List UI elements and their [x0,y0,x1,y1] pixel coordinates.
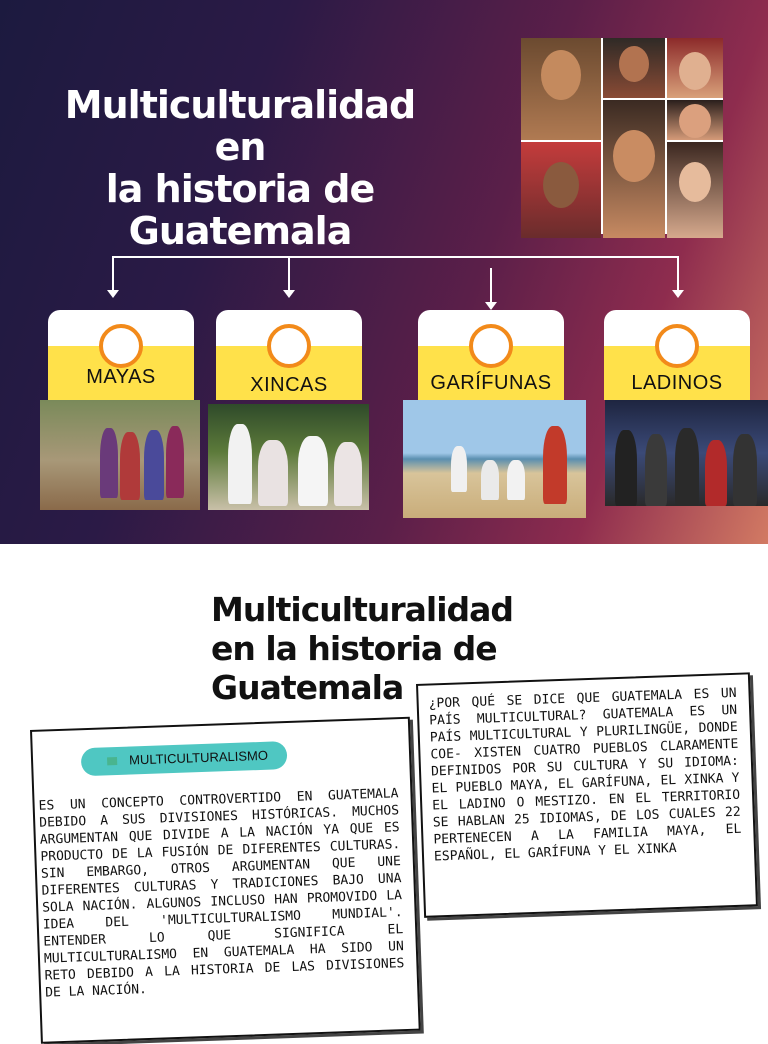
slide-title [40,84,440,252]
arrow-down-icon [107,290,119,298]
connector-line [112,256,114,292]
portrait-photo [667,38,723,98]
arrow-down-icon [485,302,497,310]
section-heading: MULTICULTURALISMO [128,747,269,768]
title-line: Multiculturalidad en [64,83,416,169]
group-label: XINCAS [250,374,328,396]
group-card-ladinos [604,310,750,400]
square-icon [107,757,117,765]
group-label: MAYAS [86,366,156,388]
section-heading-pill [81,741,288,776]
connector-line [677,256,679,292]
title-line: en la historia de [211,629,497,668]
group-card-xincas [216,310,362,400]
group-card-mayas [48,310,194,400]
title-line: Guatemala [211,668,404,707]
group-card-garifunas [418,310,564,400]
portrait-photo [603,100,665,238]
ladinos-photo [605,400,768,506]
connector-line [288,256,290,292]
group-label: GARÍFUNAS [430,372,552,394]
circle-icon [99,324,143,368]
arrow-down-icon [283,290,295,298]
faces-collage-image [521,38,723,234]
portrait-photo [603,38,665,98]
group-label: LADINOS [631,372,723,394]
title-line: la historia de [105,167,375,211]
mayas-photo [40,400,200,510]
portrait-photo [521,38,601,140]
title-line: Guatemala [128,209,352,253]
xincas-photo [208,404,369,510]
question-text-box [416,672,758,918]
connector-line [112,256,678,258]
connector-line [490,268,492,304]
arrow-down-icon [672,290,684,298]
multiculturalismo-body-text: ES UN CONCEPTO CONTROVERTIDO EN GUATEMALA DEBIDO A SUS DIVISIONES HISTÓRICAS. MUCHOS ARGUMENTAN QUE DIVIDE A LA NACIÓN YA QUE ES PRODUCTO DE LA FUSIÓN DE DIFERENTES CULTURAS. SIN EMBARGO, OTROS ARGUMENTAN QUE UNE DIFERENTES CULTURAS Y TRADICIONES BAJO UNA SOLA NACIÓN. ALGUNOS INCLUSO HAN PROMOVIDO LA IDEA DEL 'MULTICULTURALISMO MUNDIAL'. ENTENDER LO QUE SIGNIFICA EL MULTICULTURALISMO EN GUATEMALA HA SIDO UN RETO DEBIDO A LA HISTORIA DE LAS DIVISIONES DE LA NACIÓN. [38,786,405,1001]
circle-icon [267,324,311,368]
question-body-text: ¿POR QUÉ SE DICE QUE GUATEMALA ES UN PAÍS MULTICULTURAL? GUATEMALA ES UN PAÍS MULTICULTURAL Y PLURILINGÜE, DONDE COE- XISTEN CUATRO PUEBLOS CLARAMENTE DEFINIDOS POR SU CULTURA Y SU IDIOMA: EL PUEBLO MAYA, EL GARÍFUNA, EL XINKA Y EL LADINO O MESTIZO. EN EL TERRITORIO SE HABLAN 25 IDIOMAS, DE LOS CUALES 22 PERTENECEN A LA FAMILIA MAYA, EL ESPAÑOL, EL GARÍFUNA Y EL XINKA [428,685,742,865]
portrait-photo [521,142,601,238]
portrait-photo [667,142,723,238]
multiculturalismo-text-box [30,717,421,1044]
portrait-photo [667,100,723,140]
circle-icon [655,324,699,368]
title-line: Multiculturalidad [211,590,514,629]
garifunas-photo [403,400,586,518]
circle-icon [469,324,513,368]
